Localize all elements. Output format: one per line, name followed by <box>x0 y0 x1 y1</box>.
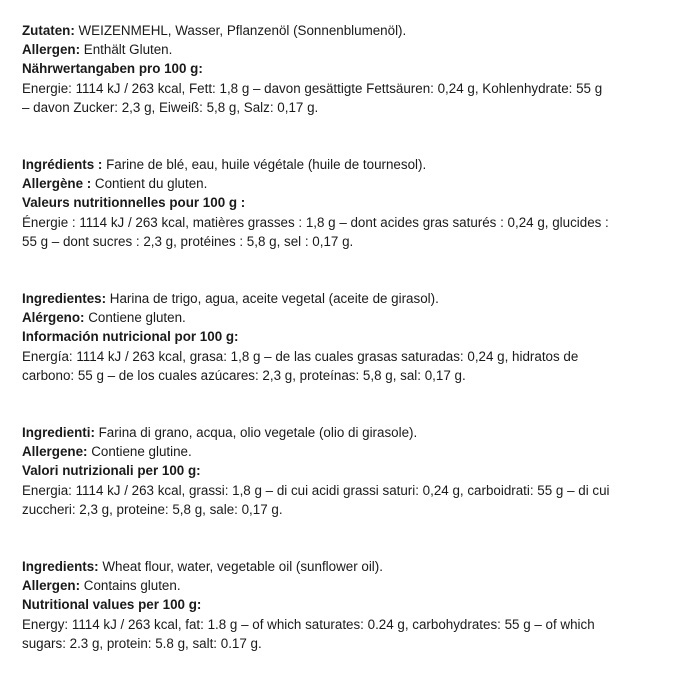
nutrition-line-1: Energy: 1114 kJ / 263 kcal, fat: 1.8 g – of which saturates: 0.24 g, carbohydrates: 55 g – of which <box>22 616 595 632</box>
allergen-line <box>22 442 652 461</box>
nutrition-heading-text: Información nutricional por 100 g: <box>22 329 239 345</box>
nutrition-heading-text: Nährwertangaben pro 100 g: <box>22 61 203 77</box>
ingredients-line <box>22 557 652 576</box>
nutrition-heading <box>22 327 652 346</box>
allergen-label: Allergene: <box>22 444 88 460</box>
allergen-line <box>22 576 652 595</box>
nutrition-heading <box>22 193 652 212</box>
ingredients-label: Ingredientes: <box>22 291 107 307</box>
nutrition-heading-text: Nutritional values per 100 g: <box>22 597 202 613</box>
ingredients-line <box>22 155 652 174</box>
allergen-line <box>22 40 652 59</box>
ingredients-line <box>22 289 652 308</box>
nutrition-heading <box>22 595 652 614</box>
section-spanish <box>22 289 652 385</box>
ingredients-line <box>22 423 652 442</box>
nutrition-line-2: zuccheri: 2,3 g, proteine: 5,8 g, sale: 0,17 g. <box>22 501 283 517</box>
nutrition-line-1: Energie: 1114 kJ / 263 kcal, Fett: 1,8 g – davon gesättigte Fettsäuren: 0,24 g, Kohlenhydrate: 55 g <box>22 80 603 96</box>
ingredients-text: Farine de blé, eau, huile végétale (huile de tournesol). <box>102 157 427 173</box>
allergen-text: Contiene gluten. <box>84 310 186 326</box>
allergen-label: Allergen: <box>22 42 81 58</box>
ingredients-label: Ingredienti: <box>22 425 95 441</box>
nutrition-line-1: Énergie : 1114 kJ / 263 kcal, matières grasses : 1,8 g – dont acides gras saturés : 0,24 g, glucides : <box>22 214 609 230</box>
ingredients-text: Farina di grano, acqua, olio vegetale (olio di girasole). <box>94 425 418 441</box>
ingredients-text: Wheat flour, water, vegetable oil (sunflower oil). <box>98 559 383 575</box>
ingredients-label: Zutaten: <box>22 23 75 38</box>
nutrition-line-1: Energía: 1114 kJ / 263 kcal, grasa: 1,8 g – de las cuales grasas saturadas: 0,24 g, hidratos de <box>22 348 579 364</box>
allergen-label: Allergen: <box>22 578 81 594</box>
nutrition-heading <box>22 59 652 78</box>
allergen-line <box>22 308 652 327</box>
allergen-label: Alérgeno: <box>22 310 85 326</box>
section-italian <box>22 423 652 519</box>
nutrition-heading-text: Valeurs nutritionnelles pour 100 g : <box>22 195 246 211</box>
nutrition-heading <box>22 461 652 480</box>
section-english <box>22 557 652 653</box>
allergen-text: Contient du gluten. <box>91 176 208 192</box>
label-text-document <box>22 21 652 653</box>
nutrition-heading-text: Valori nutrizionali per 100 g: <box>22 463 201 479</box>
allergen-text: Contains gluten. <box>80 578 181 594</box>
section-german <box>22 21 652 117</box>
allergen-text: Enthält Gluten. <box>80 42 173 58</box>
section-french <box>22 155 652 251</box>
nutrition-line-2: – davon Zucker: 2,3 g, Eiweiß: 5,8 g, Salz: 0,17 g. <box>22 99 319 115</box>
ingredients-line <box>22 21 652 40</box>
ingredients-label: Ingrédients : <box>22 157 103 173</box>
ingredients-text: Harina de trigo, agua, aceite vegetal (aceite de girasol). <box>106 291 439 307</box>
ingredients-label: Ingredients: <box>22 559 99 575</box>
allergen-line <box>22 174 652 193</box>
ingredients-text: WEIZENMEHL, Wasser, Pflanzenöl (Sonnenblumenöl). <box>74 23 407 38</box>
nutrition-line-2: carbono: 55 g – de los cuales azúcares: 2,3 g, proteínas: 5,8 g, sal: 0,17 g. <box>22 367 466 383</box>
nutrition-line-2: 55 g – dont sucres : 2,3 g, protéines : 5,8 g, sel : 0,17 g. <box>22 233 354 249</box>
nutrition-line-1: Energia: 1114 kJ / 263 kcal, grassi: 1,8 g – di cui acidi grassi saturi: 0,24 g, carboidrati: 55 g – di cui <box>22 482 610 498</box>
allergen-label: Allergène : <box>22 176 92 192</box>
nutrition-line-2: sugars: 2.3 g, protein: 5.8 g, salt: 0.17 g. <box>22 635 262 651</box>
allergen-text: Contiene glutine. <box>87 444 192 460</box>
